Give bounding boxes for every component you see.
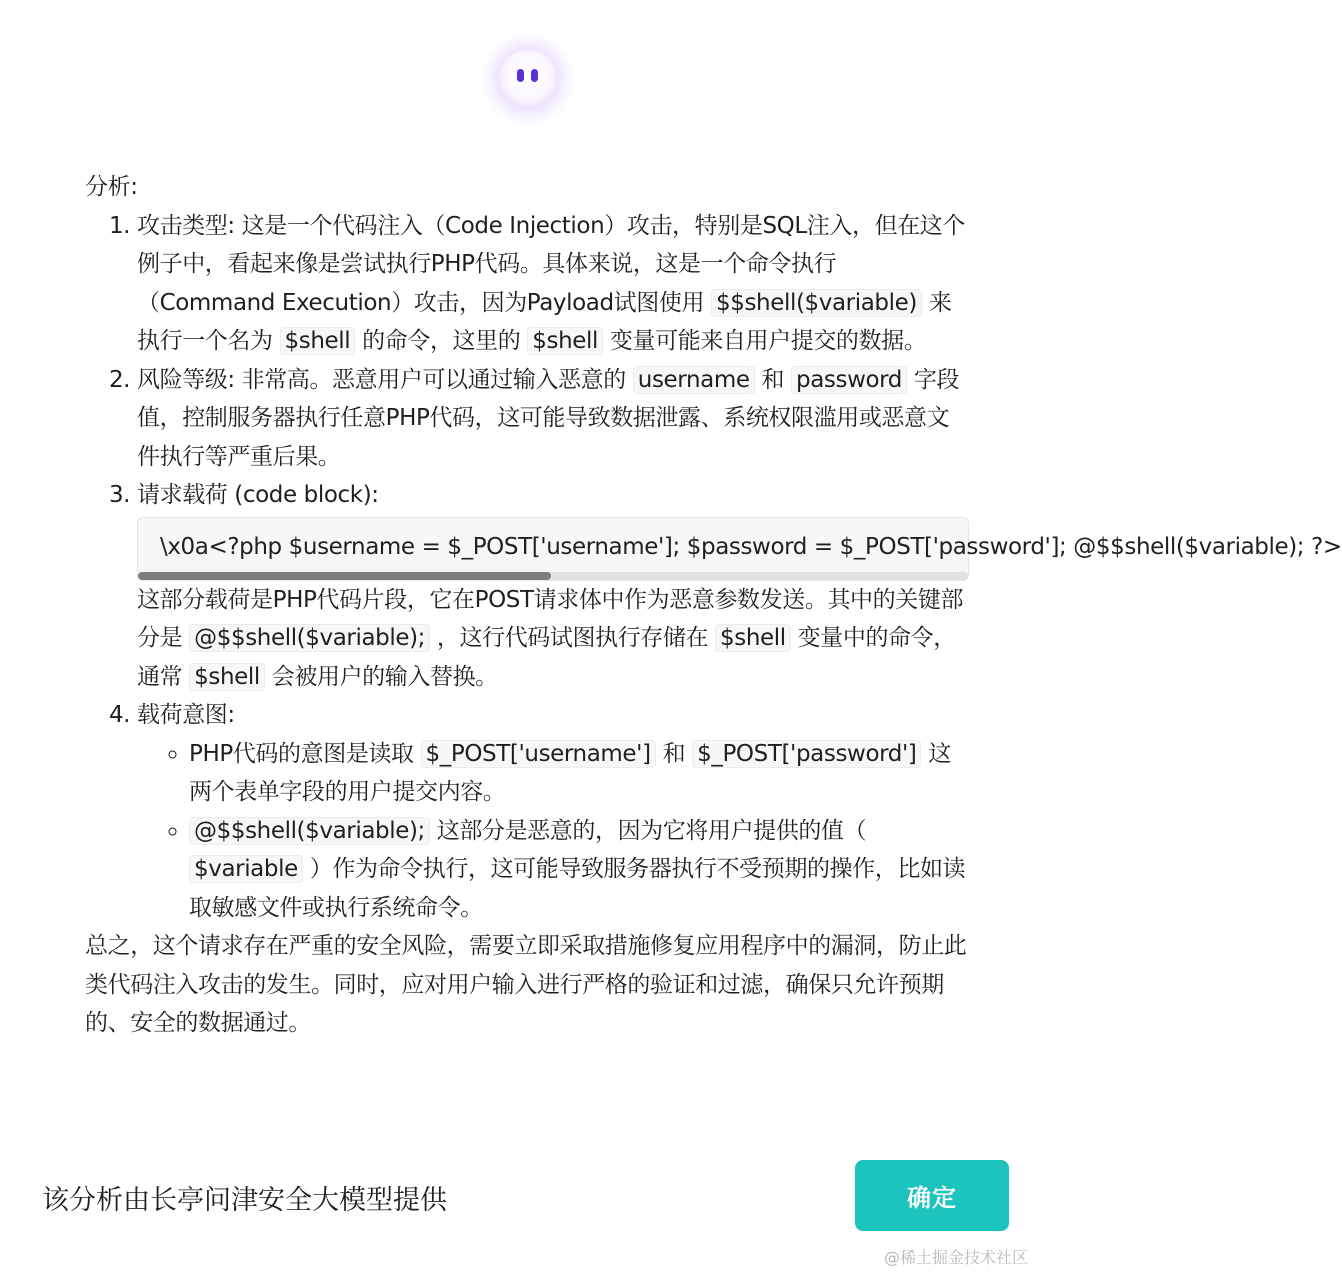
item-label: 载荷意图:	[137, 702, 235, 728]
sub-item	[189, 735, 969, 812]
inline-code: @$$shell($variable);	[189, 817, 430, 845]
inline-code: $variable	[189, 855, 303, 883]
inline-code: @$$shell($variable);	[189, 624, 430, 652]
list-item-risk-level	[137, 361, 969, 477]
inline-code: $shell	[527, 327, 603, 355]
summary-paragraph: 总之，这个请求存在严重的安全风险，需要立即采取措施修复应用程序中的漏洞，防止此类代码注入攻击的发生。同时，应对用户输入进行严格的验证和过滤，确保只允许预期的、安全的数据通过。	[85, 933, 967, 1036]
item-label: 风险等级:	[137, 366, 235, 393]
item-text: 和	[655, 740, 693, 767]
inline-code: $$shell($variable)	[711, 289, 922, 317]
inline-code: $shell	[189, 663, 265, 691]
item-text: 的命令，这里的	[355, 328, 528, 354]
code-block-text: \x0a<?php $username = $_POST['username']; $password = $_POST['password']; @$$shell($variable); ?>	[160, 533, 1342, 560]
inline-code: password	[791, 366, 907, 394]
analysis-content	[85, 168, 1342, 1043]
item-label: 请求载荷 (code block):	[137, 482, 379, 508]
footer-note: 该分析由长亭问津安全大模型提供	[42, 1185, 447, 1216]
inline-code: $_POST['password']	[692, 740, 921, 768]
item-text: 变量可能来自用户提交的数据。	[603, 328, 927, 354]
item-text: 来执行一个名为	[137, 289, 952, 354]
item-text: 这是一个代码注入（Code Injection）攻击，特别是SQL注入，但在这个例子中，看起来像是尝试执行PHP代码。具体来说，这是一个命令执行（Command Execution）攻击，因为Payload试图使用	[137, 212, 965, 316]
item-text: 变量中的命令，通常	[137, 625, 956, 690]
item-text: 非常高。恶意用户可以通过输入恶意的	[234, 366, 633, 393]
assistant-mascot-icon	[499, 50, 557, 108]
list-item-payload	[137, 476, 1342, 696]
item-text: 字段值，控制服务器执行任意PHP代码，这可能导致数据泄露、系统权限滥用或恶意文件执行等严重后果。	[137, 366, 960, 470]
item-text: 这部分载荷是PHP代码片段，它在POST请求体中作为恶意参数发送。其中的关键部分是	[137, 586, 964, 651]
item-text: PHP代码的意图是读取	[189, 740, 421, 767]
item-text: 和	[754, 366, 792, 393]
inline-code: $shell	[280, 327, 356, 355]
item-text: 会被用户的输入替换。	[264, 663, 498, 690]
inline-code: $shell	[715, 624, 791, 652]
confirm-button[interactable]: 确定	[855, 1160, 1009, 1231]
intent-sublist	[137, 735, 969, 928]
mascot-left-eye	[517, 69, 524, 82]
analysis-heading: 分析:	[85, 174, 138, 200]
scrollbar-thumb[interactable]	[138, 572, 551, 580]
item-text: ，这行代码试图执行存储在	[430, 625, 716, 651]
code-block-scrollbar[interactable]	[138, 572, 968, 580]
analysis-list	[85, 207, 1342, 928]
item-label: 攻击类型:	[137, 212, 235, 239]
inline-code: $_POST['username']	[421, 740, 656, 768]
list-item-attack-type	[137, 207, 969, 361]
watermark: @稀土掘金技术社区	[884, 1248, 1029, 1267]
sub-item	[189, 812, 969, 928]
list-item-payload-intent	[137, 696, 969, 927]
inline-code: username	[633, 366, 755, 394]
code-block	[137, 517, 1342, 581]
mascot-right-eye	[531, 69, 538, 82]
item-text: ）作为命令执行，这可能导致服务器执行不受预期的操作，比如读取敏感文件或执行系统命令。	[189, 856, 966, 921]
item-text: 这两个表单字段的用户提交内容。	[189, 740, 951, 805]
item-text: 这部分是恶意的，因为它将用户提供的值（	[429, 817, 867, 844]
